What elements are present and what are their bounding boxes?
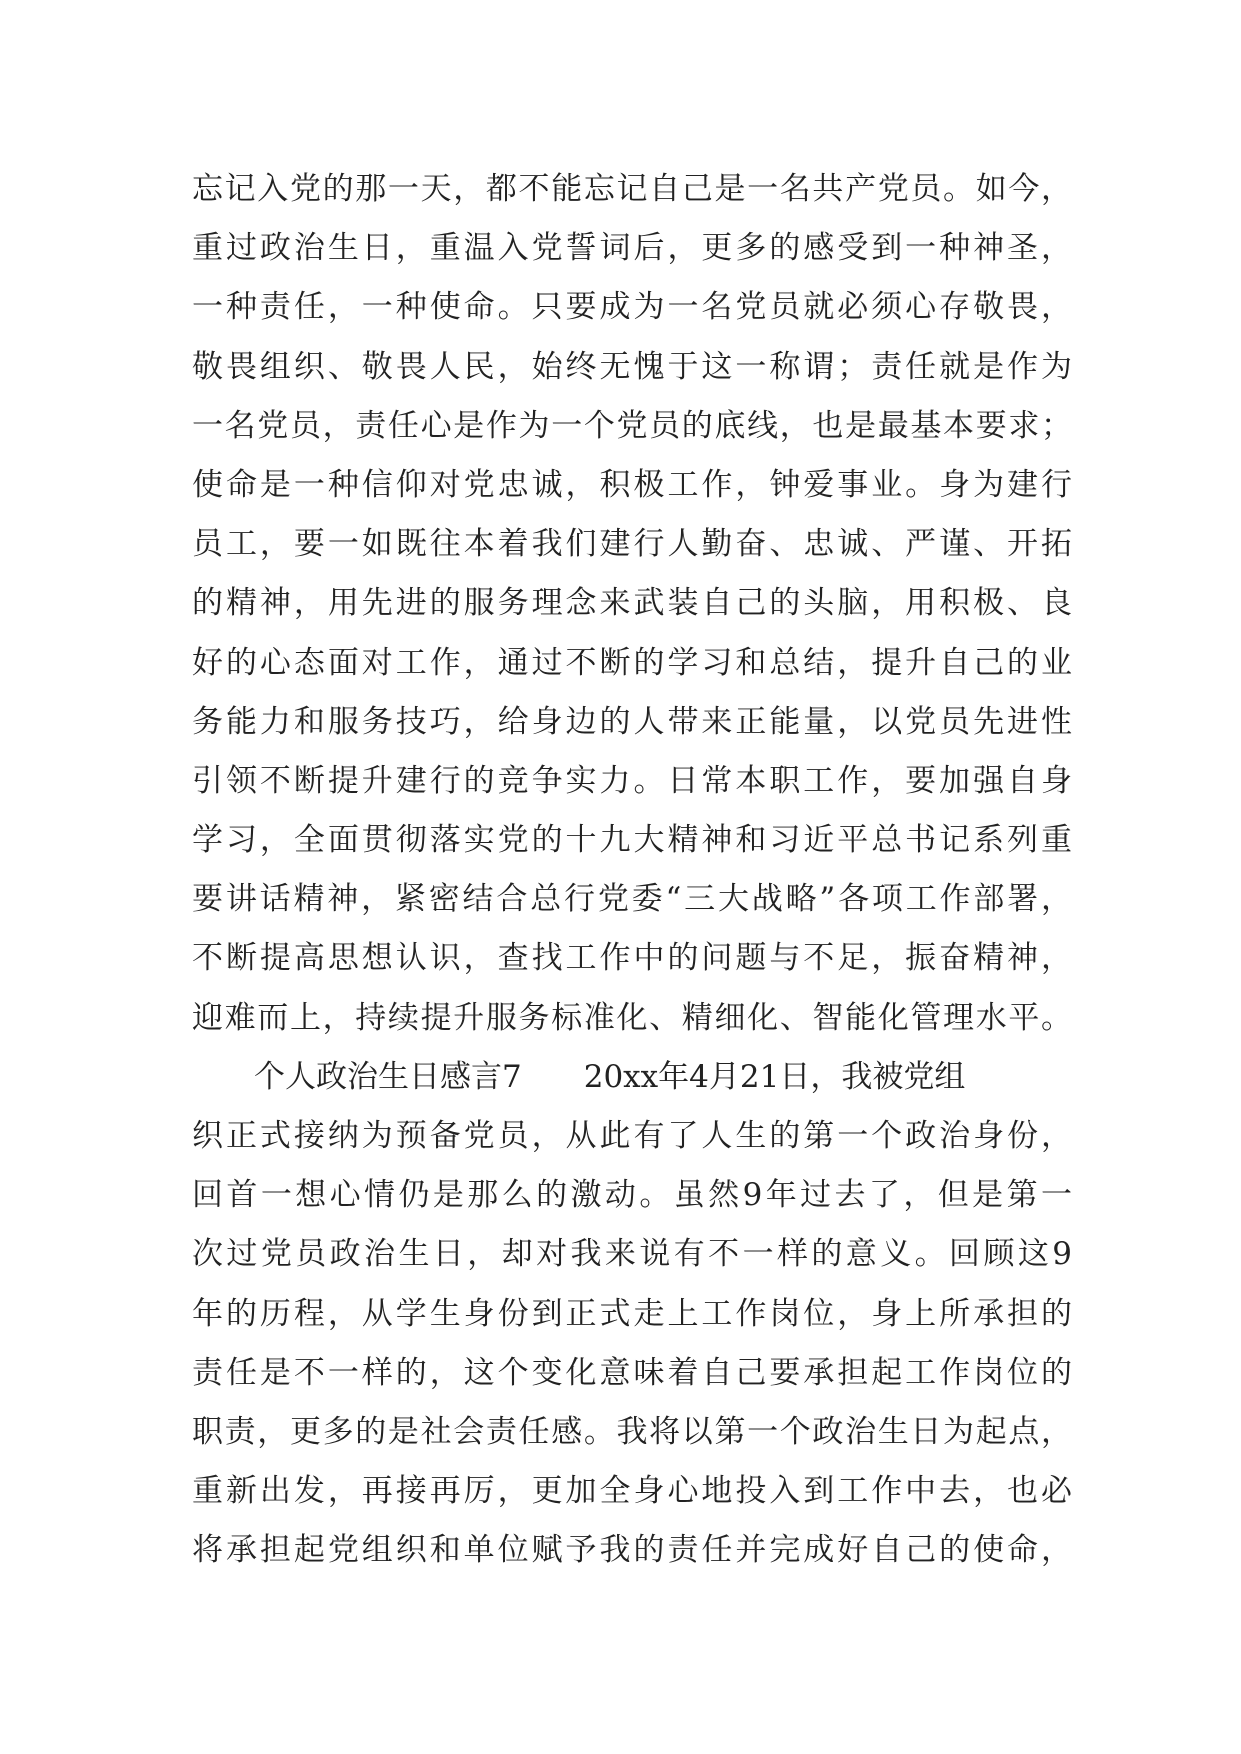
text-line: 员工，要一如既往本着我们建行人勤奋、忠诚、严谨、开拓 — [192, 526, 1072, 563]
section-heading: 个人政治生日感言7 — [254, 1058, 522, 1095]
body-text — [192, 160, 1072, 1581]
text-line: 一种责任，一种使命。只要成为一名党员就必须心存敬畏， — [192, 289, 1072, 326]
text-line: 重过政治生日，重温入党誓词后，更多的感受到一种神圣， — [192, 230, 1072, 267]
text-line: 将承担起党组织和单位赋予我的责任并完成好自己的使命， — [192, 1532, 1072, 1569]
paragraph-continuation — [192, 160, 1072, 1048]
text-line: 一名党员，责任心是作为一个党员的底线，也是最基本要求； — [192, 407, 1072, 444]
text-line: 迎难而上，持续提升服务标准化、精细化、智能化管理水平。 — [192, 999, 1072, 1036]
text-line: 使命是一种信仰对党忠诚，积极工作，钟爱事业。身为建行 — [192, 466, 1072, 503]
first-line-text: 20xx年4月21日，我被党组 — [583, 1058, 966, 1095]
text-line-first — [192, 1048, 1072, 1107]
text-line: 不断提高思想认识，查找工作中的问题与不足，振奋精神， — [192, 940, 1072, 977]
text-line: 好的心态面对工作，通过不断的学习和总结，提升自己的业 — [192, 644, 1072, 681]
text-line: 要讲话精神，紧密结合总行党委“三大战略”各项工作部署， — [192, 881, 1072, 918]
text-line: 责任是不一样的，这个变化意味着自己要承担起工作岗位的 — [192, 1354, 1072, 1391]
text-line: 年的历程，从学生身份到正式走上工作岗位，身上所承担的 — [192, 1295, 1072, 1332]
text-line: 的精神，用先进的服务理念来武装自己的头脑，用积极、良 — [192, 585, 1072, 622]
text-line: 回首一想心情仍是那么的激动。虽然9年过去了，但是第一 — [192, 1177, 1072, 1214]
text-line: 织正式接纳为预备党员，从此有了人生的第一个政治身份， — [192, 1118, 1072, 1154]
text-line: 务能力和服务技巧，给身边的人带来正能量，以党员先进性 — [192, 703, 1072, 740]
text-line: 次过党员政治生日，却对我来说有不一样的意义。回顾这9 — [192, 1236, 1072, 1273]
text-line: 引领不断提升建行的竞争实力。日常本职工作，要加强自身 — [192, 762, 1072, 799]
text-line: 学习，全面贯彻落实党的十九大精神和习近平总书记系列重 — [192, 822, 1072, 859]
text-line: 忘记入党的那一天，都不能忘记自己是一名共产党员。如今， — [192, 171, 1072, 207]
paragraph-essay-7 — [192, 1048, 1072, 1581]
text-line: 敬畏组织、敬畏人民，始终无愧于这一称谓；责任就是作为 — [192, 348, 1072, 385]
text-line: 重新出发，再接再厉，更加全身心地投入到工作中去，也必 — [192, 1473, 1072, 1510]
text-line: 职责，更多的是社会责任感。我将以第一个政治生日为起点， — [192, 1413, 1072, 1450]
